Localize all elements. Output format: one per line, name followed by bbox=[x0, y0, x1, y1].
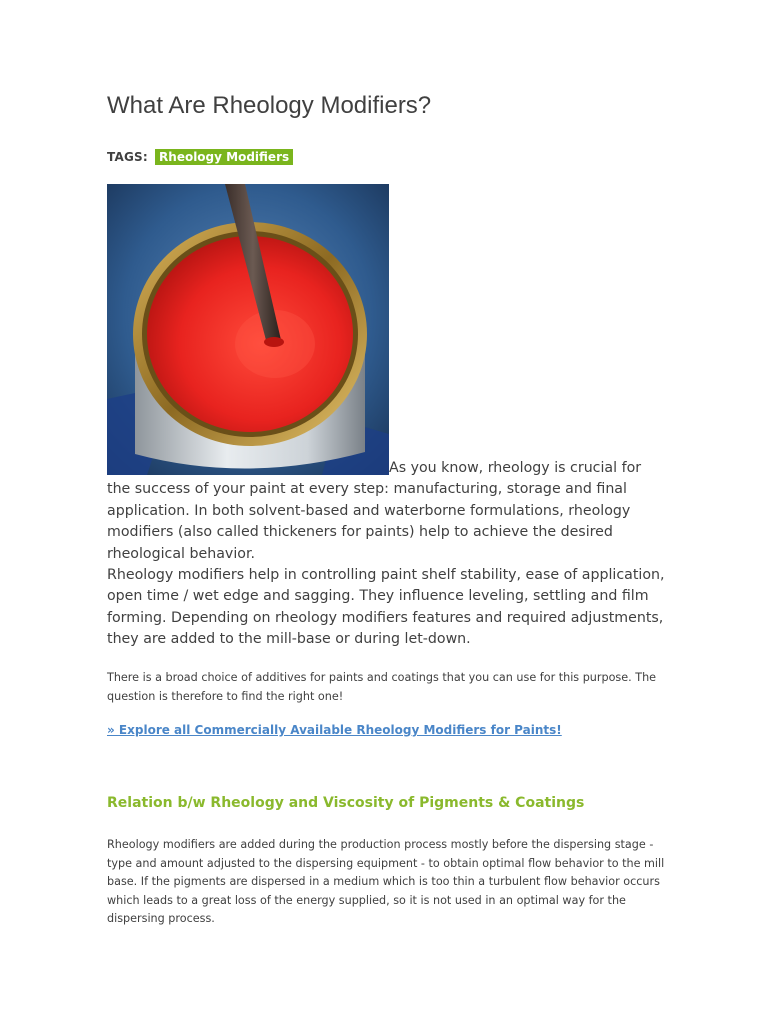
tag-rheology-modifiers[interactable]: Rheology Modifiers bbox=[155, 149, 293, 165]
intro-paragraph: As you know, rheology is crucial for the success of your paint at every step: manufacturing, storage and final application. In both solvent-based and waterborne formulations, rheology modifiers (also called thickeners for paints) help to achieve the desired rheological behavior. bbox=[107, 460, 642, 562]
page-title: What Are Rheology Modifiers? bbox=[107, 92, 432, 119]
viscosity-paragraph: Rheology modifiers are added during the production process mostly before the dispersing stage - type and amount adjusted to the dispersing equipment - to obtain optimal flow behavior to the mill base. If the pigments are dispersed in a medium which is too thin a turbulent flow behavior occurs which leads to a great loss of the energy supplied, so it is not used in an optimal way for the dispersing process. bbox=[107, 838, 665, 925]
tags-row bbox=[107, 149, 293, 165]
tags-label: TAGS: bbox=[107, 150, 148, 164]
paint-can-image bbox=[107, 184, 389, 475]
choice-paragraph: There is a broad choice of additives for paints and coatings that you can use for this purpose. The question is therefore to find the right one! bbox=[107, 671, 657, 703]
benefits-paragraph: Rheology modifiers help in controlling paint shelf stability, ease of application, open time / wet edge and sagging. They influence leveling, settling and film forming. Depending on rheology modifiers features and required adjustments, they are added to the mill-base or during let-down. bbox=[107, 567, 665, 648]
section-heading: Relation b/w Rheology and Viscosity of Pigments & Coatings bbox=[107, 795, 585, 811]
explore-link[interactable]: » Explore all Commercially Available Rheology Modifiers for Paints! bbox=[107, 723, 562, 737]
